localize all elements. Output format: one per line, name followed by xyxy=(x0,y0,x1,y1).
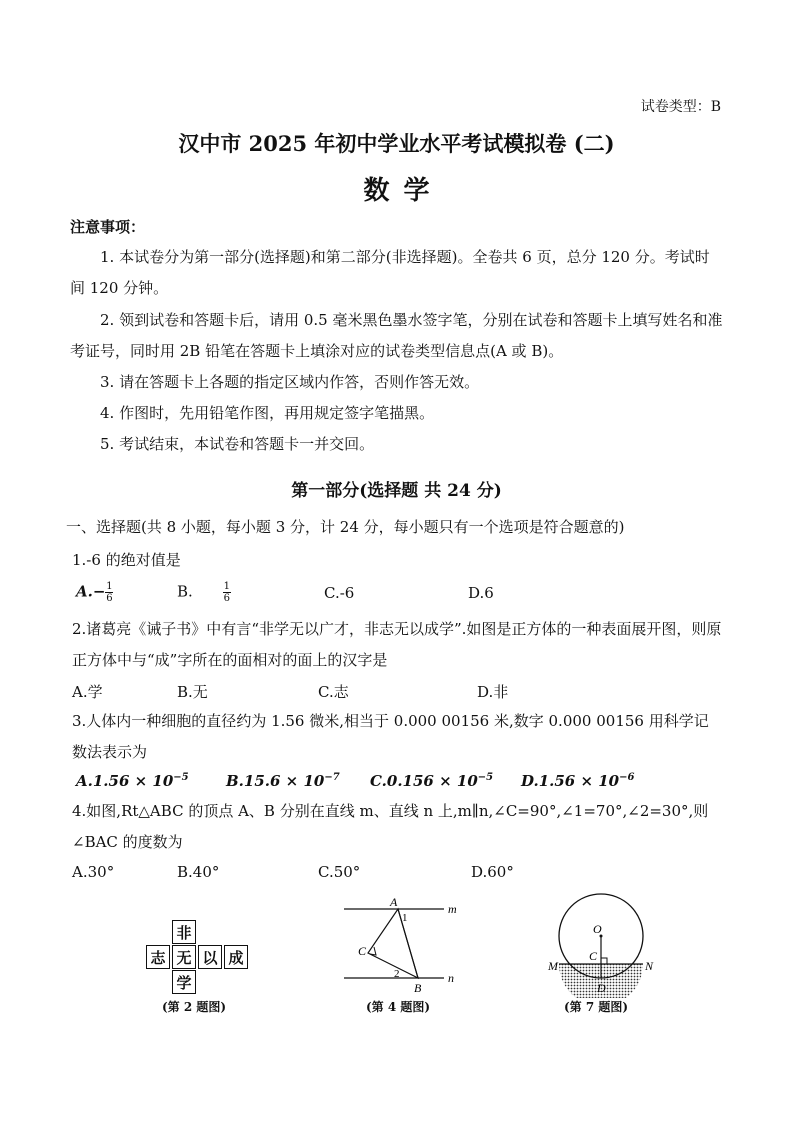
part-one-title: 第一部分(选择题 共 24 分) xyxy=(291,481,502,501)
q2-option-d: D.非 xyxy=(477,683,509,701)
q3-option-b: $B.15.6 \times 10^{-7}$ xyxy=(226,772,340,790)
question-3-stem: 3.人体内一种细胞的直径约为 1.56 微米,相当于 0.000 00156 米,数字 0.000 00156 用科学记数法表示为 xyxy=(72,712,709,761)
question-2-stem: 2.诸葛亮《诫子书》中有言“非学无以广才，非志无以成学”.如图是正方体的一种表面展开图，则原正方体中与“成”字所在的面相对的面上的汉字是 xyxy=(72,620,722,669)
q4-option-c: C.50° xyxy=(318,863,361,881)
net-cell: 以 xyxy=(198,945,222,969)
notice-item: 3. 请在答题卡上各题的指定区域内作答，否则作答无效。 xyxy=(100,373,480,391)
figure-2-caption: (第 2 题图) xyxy=(162,1000,227,1014)
net-cell: 无 xyxy=(172,945,196,969)
net-cell: 志 xyxy=(146,945,170,969)
subject-title: 数学 xyxy=(363,176,444,206)
notice-heading: 注意事项： xyxy=(70,218,146,236)
fraction: $\frac{1}{6}$ xyxy=(106,581,113,604)
q4-option-d: D.60° xyxy=(471,863,514,881)
label-m: M xyxy=(548,959,558,973)
q2-option-a: A.学 xyxy=(72,683,103,701)
q4-option-b: B.40° xyxy=(177,863,220,881)
parallel-lines-triangle-figure xyxy=(338,895,468,995)
notice-item: 5. 考试结束，本试卷和答题卡一并交回。 xyxy=(100,435,375,453)
net-cell: 非 xyxy=(172,920,196,944)
label-b: B xyxy=(414,981,422,995)
label-o: O xyxy=(593,922,602,936)
section-heading: 一、选择题(共 8 小题，每小题 3 分，计 24 分，每小题只有一个选项是符合题意的) xyxy=(66,518,625,536)
label-a: A xyxy=(390,895,398,909)
label-d: D xyxy=(597,981,606,995)
q3-option-c: $C.0.156 \times 10^{-5}$ xyxy=(370,772,494,790)
figure-7-caption: (第 7 题图) xyxy=(564,1000,629,1014)
paper-type-label: 试卷类型：B xyxy=(640,99,721,115)
question-1-stem: 1.-6 的绝对值是 xyxy=(72,551,181,569)
figure-4-caption: (第 4 题图) xyxy=(366,1000,431,1014)
cube-net-figure xyxy=(146,920,250,996)
label-angle-2: 2 xyxy=(394,968,400,980)
q1-option-a: A.− $\frac{1}{6}$ xyxy=(76,581,113,604)
q3-option-a: $A.1.56 \times 10^{-5}$ xyxy=(76,772,189,790)
label-c: C xyxy=(358,944,367,958)
triangle-abc xyxy=(368,909,418,978)
circle-chord-figure xyxy=(546,888,656,998)
exam-title: 汉中市 2025 年初中学业水平考试模拟卷 (二) xyxy=(178,131,615,156)
notice-item: 2. 领到试卷和答题卡后，请用 0.5 毫米黑色墨水签字笔，分别在试卷和答题卡上填写姓名和准考证号，同时用 2B 铅笔在答题卡上填涂对应的试卷类型信息点(A 或 B)。 xyxy=(70,311,723,360)
notice-item: 1. 本试卷分为第一部分(选择题)和第二部分(非选择题)。全卷共 6 页，总分 120 分。考试时间 120 分钟。 xyxy=(70,248,710,297)
question-4-stem: 4.如图,Rt△ABC 的顶点 A、B 分别在直线 m、直线 n 上,m∥n,∠C=90°,∠1=70°,∠2=30°,则∠BAC 的度数为 xyxy=(72,802,709,851)
q2-option-c: C.志 xyxy=(318,683,349,701)
q1-option-b: B. $\frac{1}{6}$ xyxy=(177,581,230,604)
q3-option-d: $D.1.56 \times 10^{-6}$ xyxy=(521,772,635,790)
net-cell: 成 xyxy=(224,945,248,969)
label-m: m xyxy=(448,902,457,916)
q1-option-d: D.6 xyxy=(468,584,494,602)
label-angle-1: 1 xyxy=(402,912,408,924)
label-n: N xyxy=(645,959,654,973)
notice-item: 4. 作图时，先用铅笔作图，再用规定签字笔描黑。 xyxy=(100,404,435,422)
fraction: $\frac{1}{6}$ xyxy=(223,581,230,604)
right-angle-mark xyxy=(601,958,607,964)
q4-option-a: A.30° xyxy=(72,863,115,881)
net-cell: 学 xyxy=(172,970,196,994)
q2-option-b: B.无 xyxy=(177,683,208,701)
label-n: n xyxy=(448,971,454,985)
label-c: C xyxy=(589,949,598,963)
q1-option-c: C.-6 xyxy=(324,584,355,602)
